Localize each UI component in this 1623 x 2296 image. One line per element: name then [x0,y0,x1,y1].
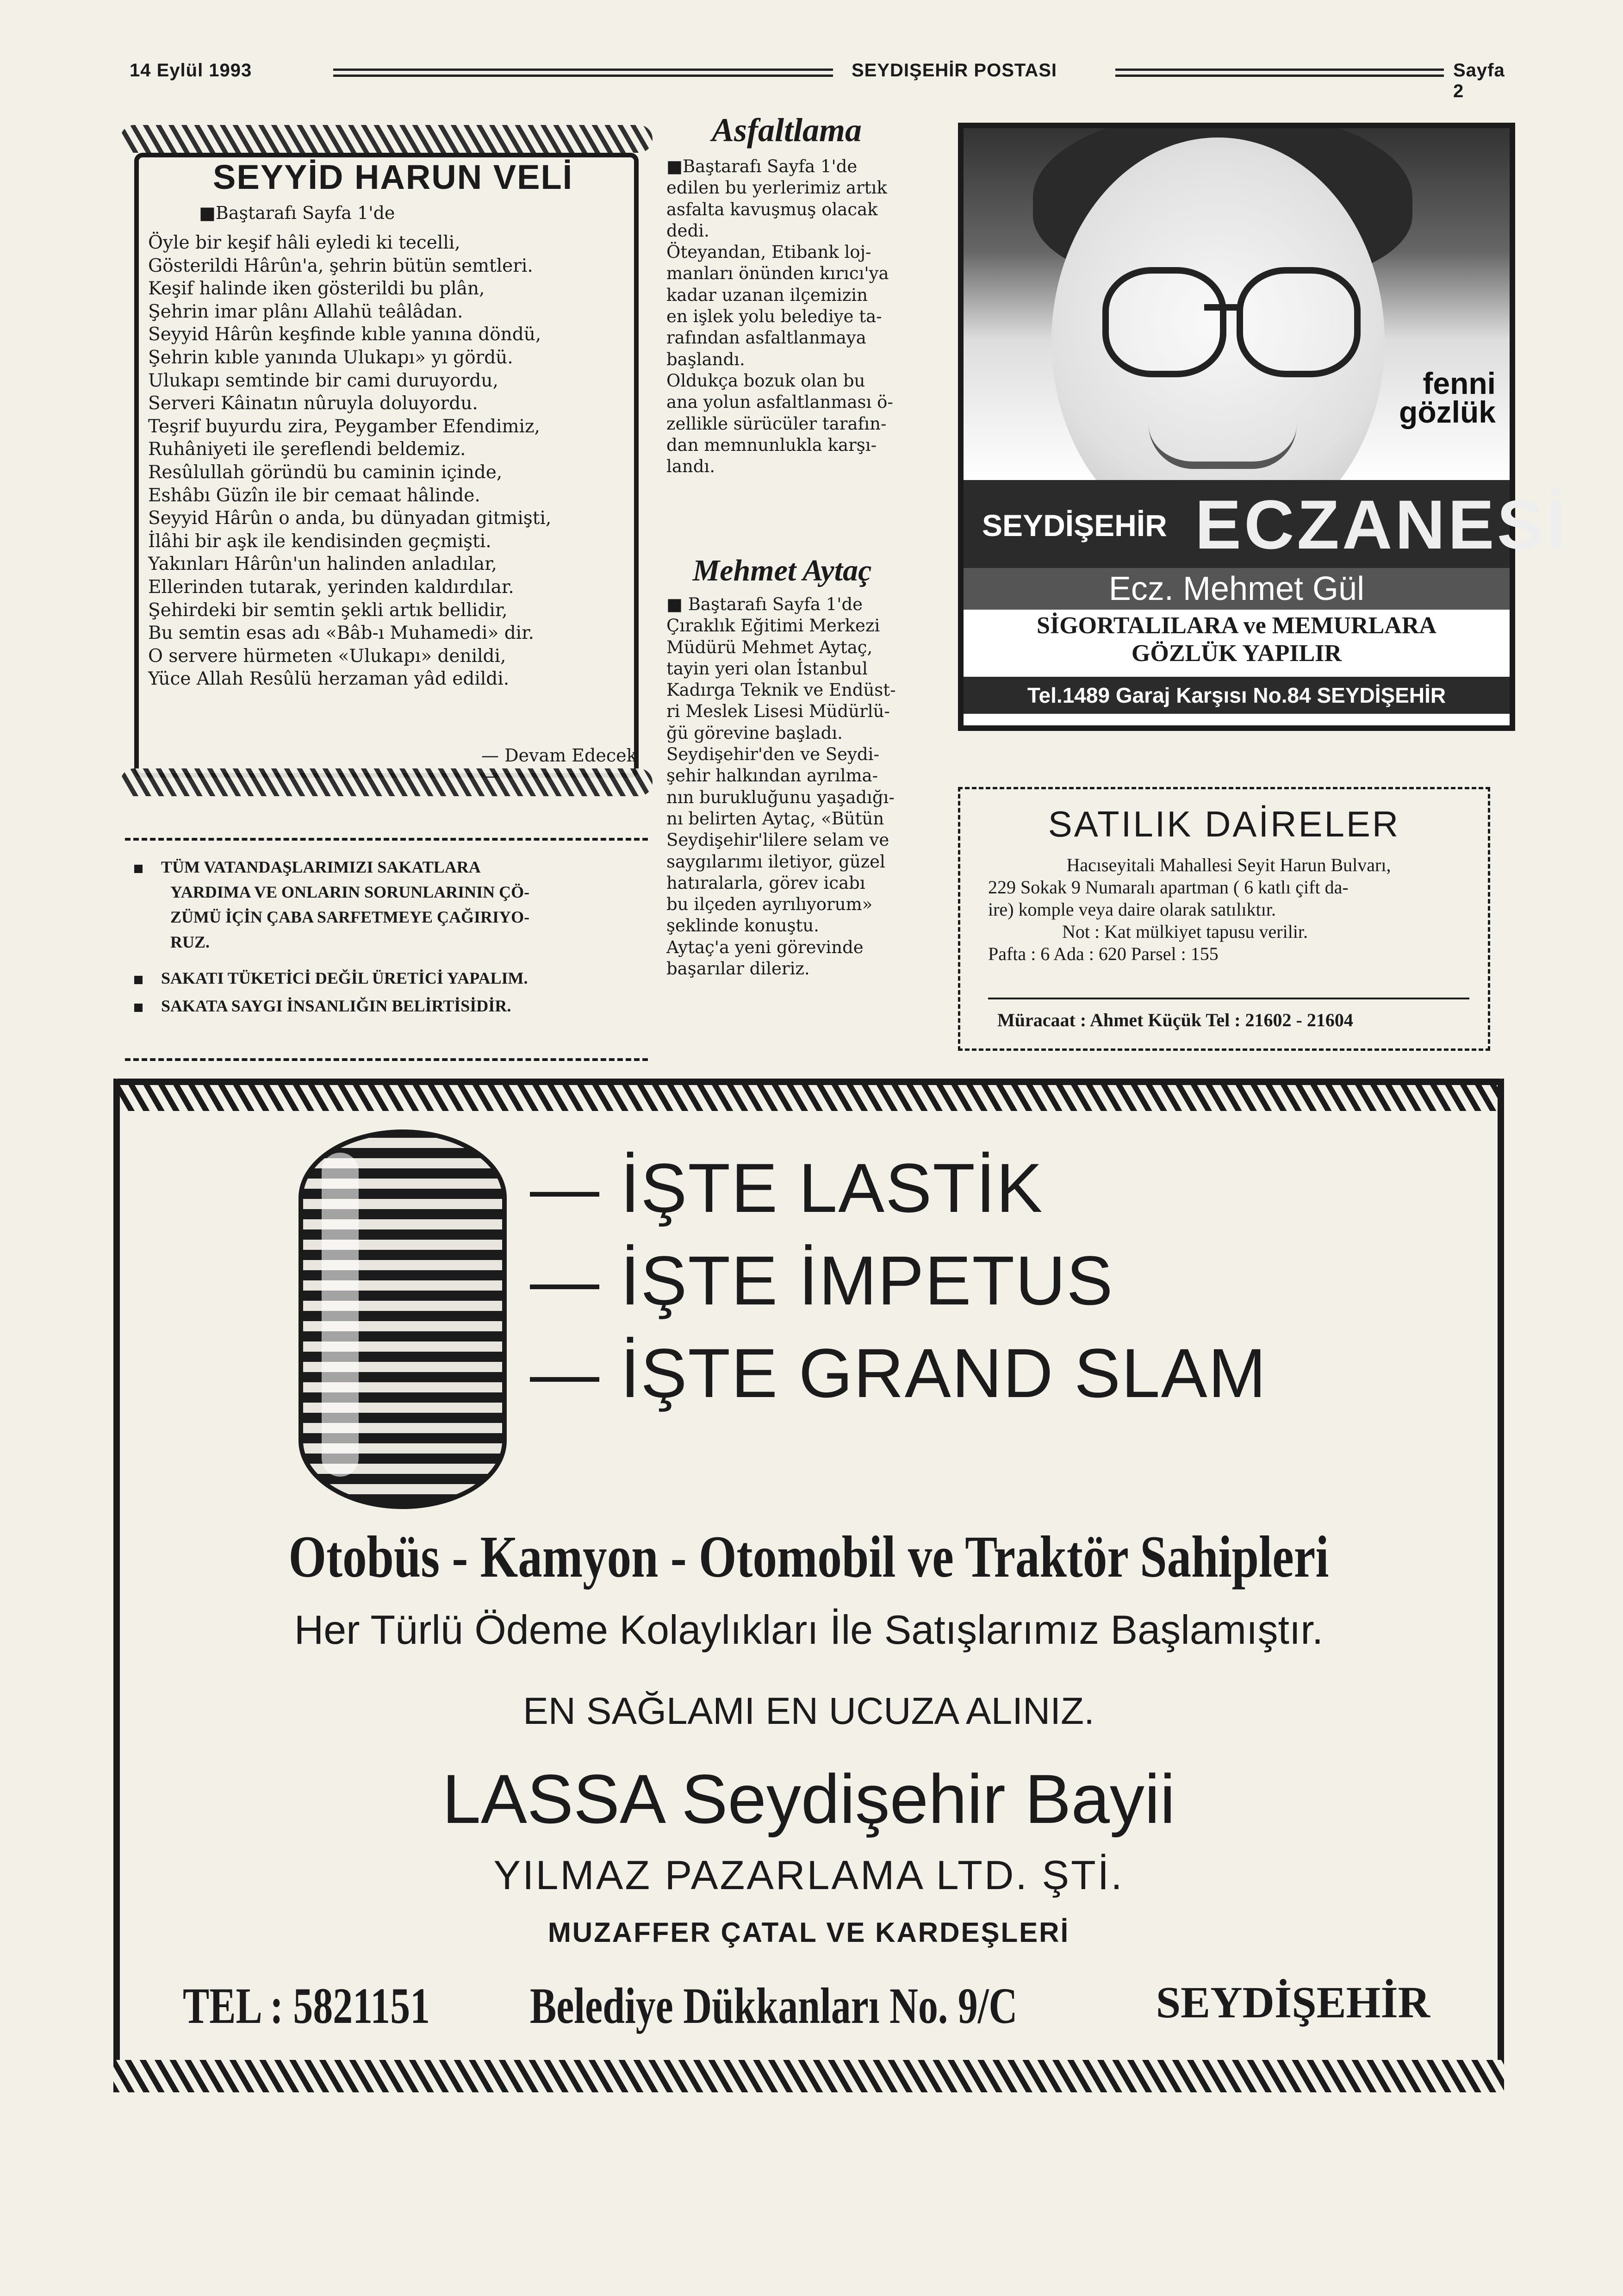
text-line: kadar uzanan ilçemizin [666,285,868,305]
seyyid-harun-veli-article [120,125,653,796]
ad-title: SATILIK DAİRELER [1048,804,1400,844]
text-line: en işlek yolu belediye ta- [666,306,882,327]
text-line: ri Meslek Lisesi Müdürlü- [666,701,890,722]
poem-line: Serveri Kâinatın nûruyla doluyordu. [148,393,478,414]
vehicle-owners-headline: Otobüs - Kamyon - Otomobil ve Traktör Sahipleri [288,1524,1329,1590]
slogan-item: SAKATI TÜKETİCİ DEĞİL ÜRETİCİ YAPALIM. [134,966,528,991]
company-name: YILMAZ PAZARLAMA LTD. ŞTİ. [493,1852,1124,1898]
iste-impetus: — İŞTE İMPETUS [530,1242,1114,1319]
insurance-line: SİGORTALILARA ve MEMURLARA [1037,612,1436,639]
iste-grand-slam: — İŞTE GRAND SLAM [530,1334,1267,1412]
article-title: SEYYİD HARUN VELİ [213,158,573,196]
ad-line: Pafta : 6 Ada : 620 Parsel : 155 [988,943,1219,964]
poem-line: Resûlullah göründü bu caminin içinde, [148,462,503,483]
ad-line: Not : Kat mülkiyet tapusu verilir. [1062,921,1308,942]
continued-from-note: ■Baştarafı Sayfa 1'de [199,203,395,223]
page-header [116,56,1505,101]
mehmet-aytac-article [666,553,949,980]
text-line: ana yolun asfaltlanması ö- [666,392,893,412]
eczane-advertisement [958,123,1568,731]
poem-line: Şehirdeki bir semtin şekli artık bellidir, [148,599,508,621]
text-line: Müdürü Mehmet Aytaç, [666,637,873,657]
iste-lastik: — İŞTE LASTİK [530,1149,1044,1227]
text-line: şeklinde konuştu. [666,916,819,936]
text-line: şehir halkından ayrılma- [666,766,878,786]
lassa-tire-advertisement [113,1079,1504,2092]
poem-line: Keşif halinde iken gösterildi bu plân, [148,278,485,299]
poem-line: Seyyid Hârûn o anda, bu dünyadan gitmişti, [148,508,552,529]
slogan-line: EN SAĞLAMI EN UCUZA ALINIZ. [523,1690,1094,1732]
text-line: asfalta kavuşmuş olacak [666,199,878,219]
ad-line: Hacıseyitali Mahallesi Seyit Harun Bulvarı, [1066,855,1391,875]
pharmacist-name: Ecz. Mehmet Gül [964,568,1510,610]
text-line: Çıraklık Eğitimi Merkezi [666,616,880,636]
text-line: Öteyandan, Etibank loj- [666,242,871,262]
dealer-line: LASSA Seydişehir Bayii [442,1760,1175,1838]
fenni-text: fenni [1423,366,1496,400]
text-line: Kadırga Teknik ve Endüst- [666,680,896,700]
fenni-gozluk-label [1399,366,1496,429]
eczanesi-label: ECZANESİ [1195,486,1568,563]
poem-line: Şehrin imar plânı Allahü teâlâdan. [148,301,463,322]
poem-line: Öyle bir keşif hâli eyledi ki tecelli, [148,232,460,253]
payment-line: Her Türlü Ödeme Kolaylıkları İle Satışlarımız Başlamıştır. [294,1607,1324,1653]
page-number: Sayfa 2 [1444,60,1505,102]
poem-line: Yakınları Hârûn'un halinden anladılar, [148,554,497,575]
text-line: hatıralarla, görev icabı [666,873,865,893]
text-line: manları önünden kırıcı'ya [666,263,889,284]
glasses-lens-right [1237,267,1361,377]
header-rule-right [1115,69,1476,77]
eczane-contact: Tel.1489 Garaj Karşısı No.84 SEYDİŞEHİR [964,677,1510,714]
text-line: zellikle sürücüler tarafın- [666,413,887,434]
bullet-icon [134,1004,143,1012]
text-line: nın burukluğunu yaşadığı- [666,787,895,807]
tire-illustration [298,1129,507,1509]
bullet-icon [134,865,143,873]
slogan-item: SAKATA SAYGI İNSANLIĞIN BELİRTİSİDİR. [134,993,511,1018]
poem-line: Ruhâniyeti ile şereflendi beldemiz. [148,439,466,460]
slogan-box [125,838,648,1061]
text-line: başarılar dileriz. [666,959,810,979]
slogan-line: YARDIMA VE ONLARIN SORUNLARININ ÇÖ- [170,883,530,901]
poem-line: Şehrin kıble yanında Ulukapı» yı gördü. [148,347,513,368]
slogan-item: TÜM VATANDAŞLARIMIZI SAKATLARA [134,855,481,880]
text-line: Seydişehir'den ve Seydi- [666,744,879,765]
poem-body [148,231,639,691]
to-be-continued: — Devam Edecek — [481,745,637,786]
glasses-bridge [1204,304,1241,311]
header-rule-left [333,69,833,77]
text-line: dedi. [666,220,709,241]
text-line: landı. [666,456,715,477]
text-line: saygılarımı iletiyor, güzel [666,851,885,872]
text-line: bu ilçeden ayrılıyorum» [666,894,873,915]
newspaper-name: SEYDIŞEHİR POSTASI [852,60,1057,81]
poem-line: Bu semtin esas adı «Bâb-ı Muhamedi» dir. [148,623,534,644]
smile-shape [1149,424,1297,469]
poem-line: Ulukapı semtinde bir cami duruyordu, [148,370,498,391]
poem-line: Teşrif buyurdu zira, Peygamber Efendimiz, [148,416,540,437]
phone-number: TEL : 5821151 [183,1978,430,2034]
glasses-lens-left [1102,267,1226,377]
city: SEYDİŞEHİR [1156,1978,1430,2027]
article-title: Mehmet Aytaç [692,554,872,587]
text-line: Seydişehir'lilere selam ve [666,830,889,850]
divider [988,998,1469,999]
text-line: başlandı. [666,349,745,369]
bullet-icon [134,976,143,984]
issue-date: 14 Eylül 1993 [130,60,252,81]
article-title: Asfaltlama [711,112,862,149]
poem-line: Eshâbı Güzîn ile bir cemaat hâlinde. [148,485,480,506]
text-line: dan memnunlukla karşı- [666,435,877,455]
ad-line: ire) komple veya daire olarak satılıktır. [988,899,1276,920]
poem-line: Gösterildi Hârûn'a, şehrin bütün semtleri. [148,255,533,276]
text-line: tayin yeri olan İstanbul [666,658,868,679]
poem-line: Ellerinden tutarak, yerinden kaldırdılar. [148,576,514,598]
text-line: nı belirten Aytaç, «Bütün [666,808,884,829]
poem-line: İlâhi bir aşk ile kendisinden geçmişti. [148,530,491,552]
rope-border-top [120,125,653,153]
insurance-note [964,612,1510,668]
ad-line: 229 Sokak 9 Numaralı apartman ( 6 katlı çift da- [988,877,1349,898]
poem-line: O servere hürmeten «Ulukapı» denildi, [148,645,506,667]
satilik-daireler-ad [958,787,1490,1051]
text-line: Aytaç'a yeni görevinde [666,937,864,957]
poem-line: Yüce Allah Resûlü herzaman yâd edildi. [148,668,510,690]
man-with-glasses-photo [964,128,1510,480]
text-line: Oldukça bozuk olan bu [666,370,865,391]
article-body [666,156,949,477]
text-line: ■ Baştarafı Sayfa 1'de [666,594,863,614]
seydisehir-label: SEYDİŞEHİR [982,508,1167,543]
slogan-line: RUZ. [170,933,210,951]
text-line: ■Baştarafı Sayfa 1'de [666,156,858,176]
text-line: edilen bu yerlerimiz artık [666,178,887,198]
address: Belediye Dükkanları No. 9/C [530,1978,1018,2034]
rope-border-bottom [113,2060,1504,2092]
ad-body [988,854,1469,965]
slogan-line: ZÜMÜ İÇİN ÇABA SARFETMEYE ÇAĞIRIYO- [170,908,530,926]
ad-contact: Müracaat : Ahmet Küçük Tel : 21602 - 21604 [997,1010,1353,1030]
text-line: ğü görevine başladı. [666,723,843,743]
text-line: rafından asfaltlanmaya [666,328,866,348]
asfaltlama-article [666,111,949,477]
article-body [666,594,949,980]
poem-line: Seyyid Hârûn keşfinde kıble yanına döndü, [148,324,541,345]
eczane-name-band [964,480,1568,568]
insurance-line: GÖZLÜK YAPILIR [1131,640,1342,667]
owners-name: MUZAFFER ÇATAL VE KARDEŞLERİ [547,1917,1070,1948]
gozluk-text: gözlük [1399,395,1496,429]
